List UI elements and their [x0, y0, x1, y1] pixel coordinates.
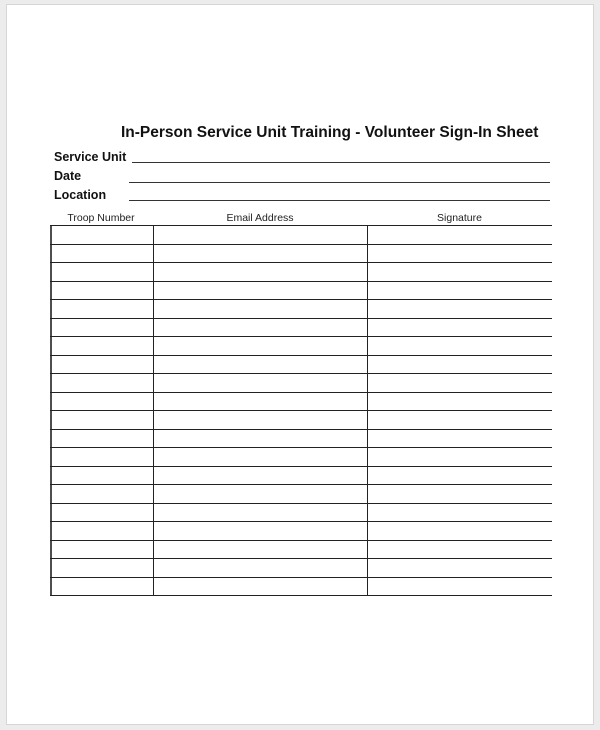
location-label: Location [54, 188, 107, 202]
date-label: Date [54, 169, 82, 183]
date-line [129, 182, 550, 183]
service-unit-label: Service Unit [54, 150, 127, 164]
page-title: In-Person Service Unit Training - Volunteer Sign-In Sheet [121, 124, 539, 141]
service-unit-line [132, 162, 550, 163]
column-header-email-address: Email Address [226, 212, 294, 224]
sign-in-grid [50, 225, 552, 596]
location-line [129, 200, 550, 201]
column-header-signature: Signature [437, 212, 482, 224]
sign-in-sheet-page [6, 4, 594, 725]
sign-in-table [50, 225, 552, 596]
column-header-troop-number: Troop Number [67, 212, 135, 224]
